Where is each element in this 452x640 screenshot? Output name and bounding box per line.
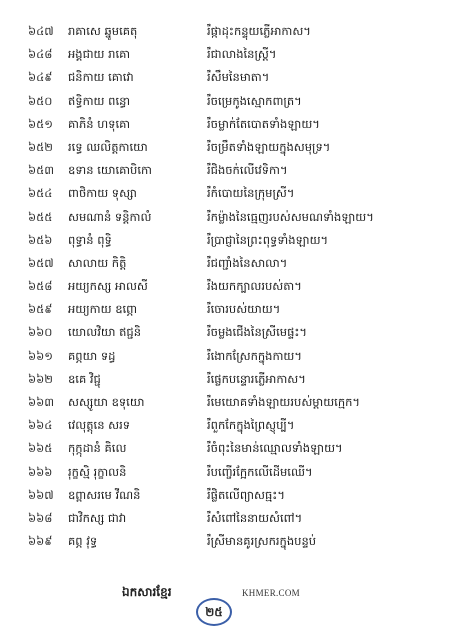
entry-pali-text: អង្គជាយ រាគោ bbox=[68, 47, 131, 62]
list-item bbox=[0, 20, 452, 43]
page-number-badge: ២៥ bbox=[196, 598, 232, 626]
entry-pali-text: អយ្យកស្ស អាលសី bbox=[68, 279, 148, 294]
page-footer bbox=[0, 574, 452, 640]
list-item bbox=[0, 136, 452, 159]
entry-khmer-text: រឹពួកកែក្នុងព្រៃស្ញុប្បី។ bbox=[207, 418, 295, 433]
list-item bbox=[0, 90, 452, 113]
footer-title: ឯកសារខ្មែរ bbox=[122, 585, 172, 599]
entry-pali-text: វេលុត្តុនេ សរទ bbox=[68, 418, 131, 433]
list-item bbox=[0, 66, 452, 89]
entry-pali-text: ឧគេ វិជ្ជុ bbox=[68, 371, 101, 386]
list-item bbox=[0, 252, 452, 275]
entry-khmer-text: រឹងោកស្រែកក្នុងកាយ។ bbox=[207, 348, 302, 363]
entry-khmer-text: រឹចំពុះនៃមាន់ឈ្មោលទាំងឡាយ។ bbox=[207, 441, 343, 456]
entry-list bbox=[0, 20, 452, 553]
entry-khmer-text: រឹកំបោយនៃក្រុមស្រី។ bbox=[207, 186, 295, 201]
list-item bbox=[0, 229, 452, 252]
list-item bbox=[0, 298, 452, 321]
entry-number: ៦៦៤ bbox=[28, 418, 53, 433]
list-item bbox=[0, 368, 452, 391]
entry-khmer-text: រឹជិងចក់លើវេទិកា។ bbox=[207, 163, 288, 178]
entry-number: ៦៥០ bbox=[28, 93, 53, 108]
list-item bbox=[0, 159, 452, 182]
entry-number: ៦៦០ bbox=[28, 325, 53, 340]
entry-khmer-text: រឹជាលាងនៃស្ត្រី។ bbox=[207, 47, 277, 62]
entry-number: ៦៥៦ bbox=[28, 232, 53, 247]
entry-khmer-text: រឹផ្លិតលើព្យាសធ្មះ។ bbox=[207, 487, 285, 502]
entry-number: ៦៦៦ bbox=[28, 464, 53, 479]
entry-number: ៦៥៨ bbox=[28, 279, 53, 294]
entry-pali-text: សាលាយ កិត្តិ bbox=[68, 255, 127, 270]
entry-pali-text: គាភិនំ ហទុគោ bbox=[68, 116, 131, 131]
list-item bbox=[0, 484, 452, 507]
entry-number: ៦៦៧ bbox=[28, 487, 54, 502]
entry-khmer-text: រឹចម្លងជើងនៃស្រីមេផ្ទះ។ bbox=[207, 325, 308, 340]
entry-number: ៦៥៤ bbox=[28, 186, 53, 201]
entry-khmer-text: រឹជញ្ជាំងនៃសាលា។ bbox=[207, 255, 288, 270]
entry-pali-text: គព្ភយា ទដ្ធ bbox=[68, 348, 116, 363]
entry-pali-text: ពុទ្ធានំ ពុទ្ធិ bbox=[68, 232, 112, 247]
entry-khmer-text: រឹកម្ល៉ាងនៃធ្មេញរបស់សមណទាំងឡាយ។ bbox=[207, 209, 374, 224]
entry-number: ៦៦១ bbox=[28, 348, 53, 363]
entry-number: ៦៦៥ bbox=[28, 441, 53, 456]
entry-number: ៦៥៧ bbox=[28, 255, 54, 270]
entry-khmer-text: រឹផ្លេកបន្ទោរភ្លើអាកាស។ bbox=[207, 371, 306, 386]
entry-number: ៦៤៩ bbox=[28, 70, 53, 85]
entry-number: ៦៦៩ bbox=[28, 534, 53, 549]
list-item bbox=[0, 113, 452, 136]
entry-pali-text: ពាថិកាយ ទុស្សា bbox=[68, 186, 137, 201]
entry-pali-text: សមណានំ ទន្តិកាលំ bbox=[68, 209, 152, 224]
entry-pali-text: យោលវិយា ឥជ្ជនិ bbox=[68, 325, 142, 340]
list-item bbox=[0, 275, 452, 298]
list-item bbox=[0, 530, 452, 553]
entry-khmer-text: រឹសំពៅនៃនាយសំពៅ។ bbox=[207, 510, 303, 525]
entry-pali-text: រទ្ធេ ឈលិត្តកាយោ bbox=[68, 139, 148, 154]
entry-khmer-text: រឹផ្កាដុះកន្ទុយភ្លើអាកាស។ bbox=[207, 24, 311, 38]
entry-pali-text: ជនិកាយ គោវោ bbox=[68, 70, 134, 85]
entry-pali-text: គព្ភ វុទ្ធ bbox=[68, 534, 98, 549]
list-item bbox=[0, 345, 452, 368]
entry-number: ៦៤៨ bbox=[28, 47, 53, 62]
list-item bbox=[0, 461, 452, 484]
entry-pali-text: ឧទាន យោគោបិកោ bbox=[68, 163, 152, 178]
entry-number: ៦៥៥ bbox=[28, 209, 53, 224]
entry-pali-text: សស្សូយា ឧទុយោ bbox=[68, 395, 145, 409]
list-item bbox=[0, 437, 452, 460]
entry-pali-text: រាគាសេ ឆ្នូមគេតុ bbox=[68, 24, 138, 38]
footer-site-text: KHMER.COM bbox=[242, 588, 300, 598]
entry-number: ៦៥៣ bbox=[28, 163, 55, 178]
list-item bbox=[0, 43, 452, 66]
entry-number: ៦៦៨ bbox=[28, 510, 53, 525]
entry-number: ៦៥២ bbox=[28, 139, 53, 154]
entry-khmer-text: រឹចម្រេកូងស្មោកពាត្រ។ bbox=[207, 93, 302, 108]
entry-pali-text: អយ្យកាយ ឧព្ភោ bbox=[68, 302, 138, 317]
entry-pali-text: ជាវិកស្ស ជាវា bbox=[68, 510, 127, 525]
list-item bbox=[0, 391, 452, 414]
entry-khmer-text: រឹស្រីមានគូរស្រករក្នុងបន្ទប់ bbox=[207, 534, 317, 549]
entry-khmer-text: រឹចម្រឹតទាំងឡាយក្នុងសមុទ្រ។ bbox=[207, 139, 331, 154]
entry-number: ៦៤៧ bbox=[28, 24, 54, 38]
entry-khmer-text: រឹបញ្ចើរក្អែកលើដើមឈើ។ bbox=[207, 464, 313, 479]
entry-khmer-text: រឹចម្លាក់តែបោតទាំងឡាយ។ bbox=[207, 116, 320, 131]
entry-khmer-text: រឹមេយោគទាំងឡាយរបស់ម្ដាយក្មេក។ bbox=[207, 395, 361, 409]
entry-number: ៦៦២ bbox=[28, 371, 53, 386]
entry-number: ៦៥៩ bbox=[28, 302, 53, 317]
entry-pali-text: រុក្ខស្មិ រុក្ខាលនិ bbox=[68, 464, 127, 479]
entry-pali-text: ឥទ្ធិកាយ ពន្ធោ bbox=[68, 93, 131, 108]
list-item bbox=[0, 321, 452, 344]
entry-number: ៦៥១ bbox=[28, 116, 53, 131]
entry-khmer-text: រឹសឹមនៃមាតា។ bbox=[207, 70, 270, 85]
entry-khmer-text: រឹងយកក្បាលរបស់តា។ bbox=[207, 279, 302, 294]
entry-khmer-text: រឹចោរបស់យាយ។ bbox=[207, 302, 281, 317]
entry-pali-text: កុក្កុដានំ គិលេ bbox=[68, 441, 127, 456]
list-item bbox=[0, 206, 452, 229]
entry-pali-text: ឧព្ពាសរមេ វីណនិ bbox=[68, 487, 141, 502]
entry-number: ៦៦៣ bbox=[28, 395, 55, 409]
list-item bbox=[0, 182, 452, 205]
entry-khmer-text: រឹប្រាជ្ញានៃព្រះពុទ្ធទាំងឡាយ។ bbox=[207, 232, 329, 247]
list-item bbox=[0, 414, 452, 437]
list-item bbox=[0, 507, 452, 530]
